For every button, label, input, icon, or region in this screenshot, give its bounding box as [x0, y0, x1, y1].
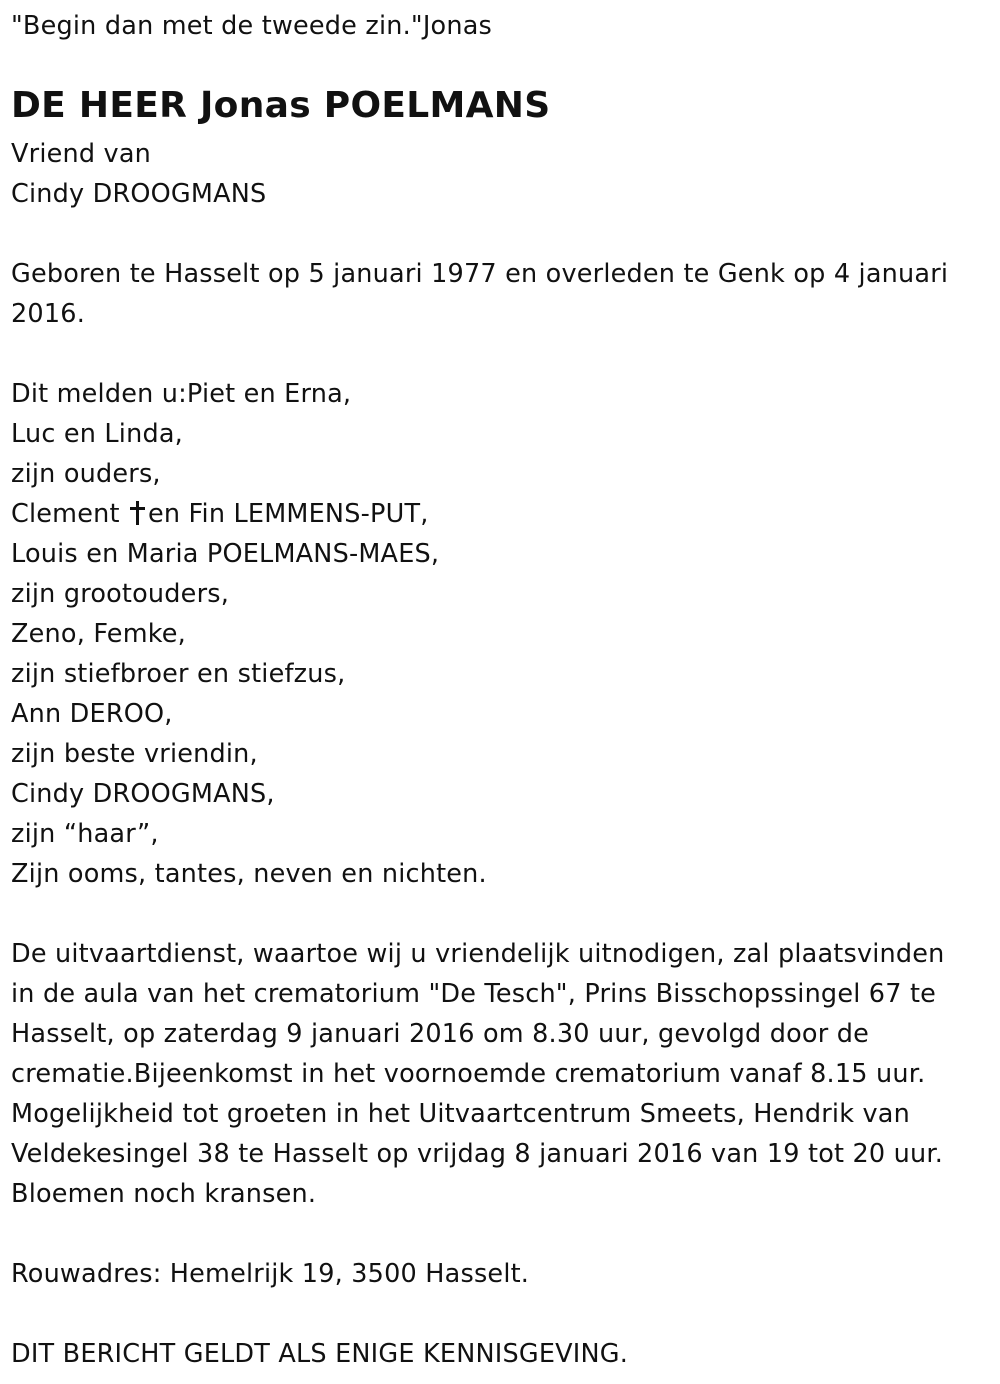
service-line: Hasselt, op zaterdag 9 januari 2016 om 8.30 uur, gevolgd door de [11, 1019, 869, 1049]
relation-label: Vriend van [11, 139, 152, 169]
family-line: zijn beste vriendin, [11, 739, 258, 769]
service-line: in de aula van het crematorium "De Tesch", Prins Bisschopssingel 67 te [11, 979, 937, 1009]
family-line-with-cross [11, 494, 487, 534]
family-line: zijn ouders, [11, 459, 161, 489]
relation-block [11, 134, 266, 214]
mourning-address-block [11, 1254, 529, 1294]
relation-partner-name: Cindy DROOGMANS [11, 179, 267, 209]
cross-icon [130, 499, 144, 525]
family-line: zijn “haar”, [11, 819, 159, 849]
service-line: crematie.Bijeenkomst in het voornoemde crematorium vanaf 8.15 uur. [11, 1059, 926, 1089]
family-line: zijn grootouders, [11, 579, 230, 609]
opening-quote: "Begin dan met de tweede zin."Jonas [11, 11, 493, 41]
family-line: zijn stiefbroer en stiefzus, [11, 659, 346, 689]
mourning-address: Rouwadres: Hemelrijk 19, 3500 Hasselt. [11, 1259, 530, 1289]
family-line: Ann DEROO, [11, 699, 173, 729]
service-line: De uitvaartdienst, waartoe wij u vriendelijk uitnodigen, zal plaatsvinden [11, 939, 945, 969]
final-notice: DIT BERICHT GELDT ALS ENIGE KENNISGEVING. [11, 1339, 629, 1369]
birth-death-line: Geboren te Hasselt op 5 januari 1977 en overleden te Genk op 4 januari [11, 259, 949, 289]
family-line: Zeno, Femke, [11, 619, 186, 649]
family-line-part: Clement [11, 499, 120, 529]
family-line: Zijn ooms, tantes, neven en nichten. [11, 859, 487, 889]
deceased-name-heading: DE HEER Jonas POELMANS [11, 85, 551, 126]
funeral-service-block [11, 934, 945, 1214]
family-line: Cindy DROOGMANS, [11, 779, 275, 809]
family-announcement-block [11, 374, 487, 894]
service-line: Mogelijkheid tot groeten in het Uitvaartcentrum Smeets, Hendrik van [11, 1099, 910, 1129]
family-line: Louis en Maria POELMANS-MAES, [11, 539, 440, 569]
family-line-part: en Fin LEMMENS-PUT, [147, 499, 429, 529]
family-line: Luc en Linda, [11, 419, 183, 449]
family-line: Dit melden u:Piet en Erna, [11, 379, 352, 409]
service-line: Bloemen noch kransen. [11, 1179, 317, 1209]
final-notice-block [11, 1334, 628, 1374]
service-line: Veldekesingel 38 te Hasselt op vrijdag 8 januari 2016 van 19 tot 20 uur. [11, 1139, 944, 1169]
birth-death-block [11, 254, 948, 334]
birth-death-line-cont: 2016. [11, 299, 86, 329]
